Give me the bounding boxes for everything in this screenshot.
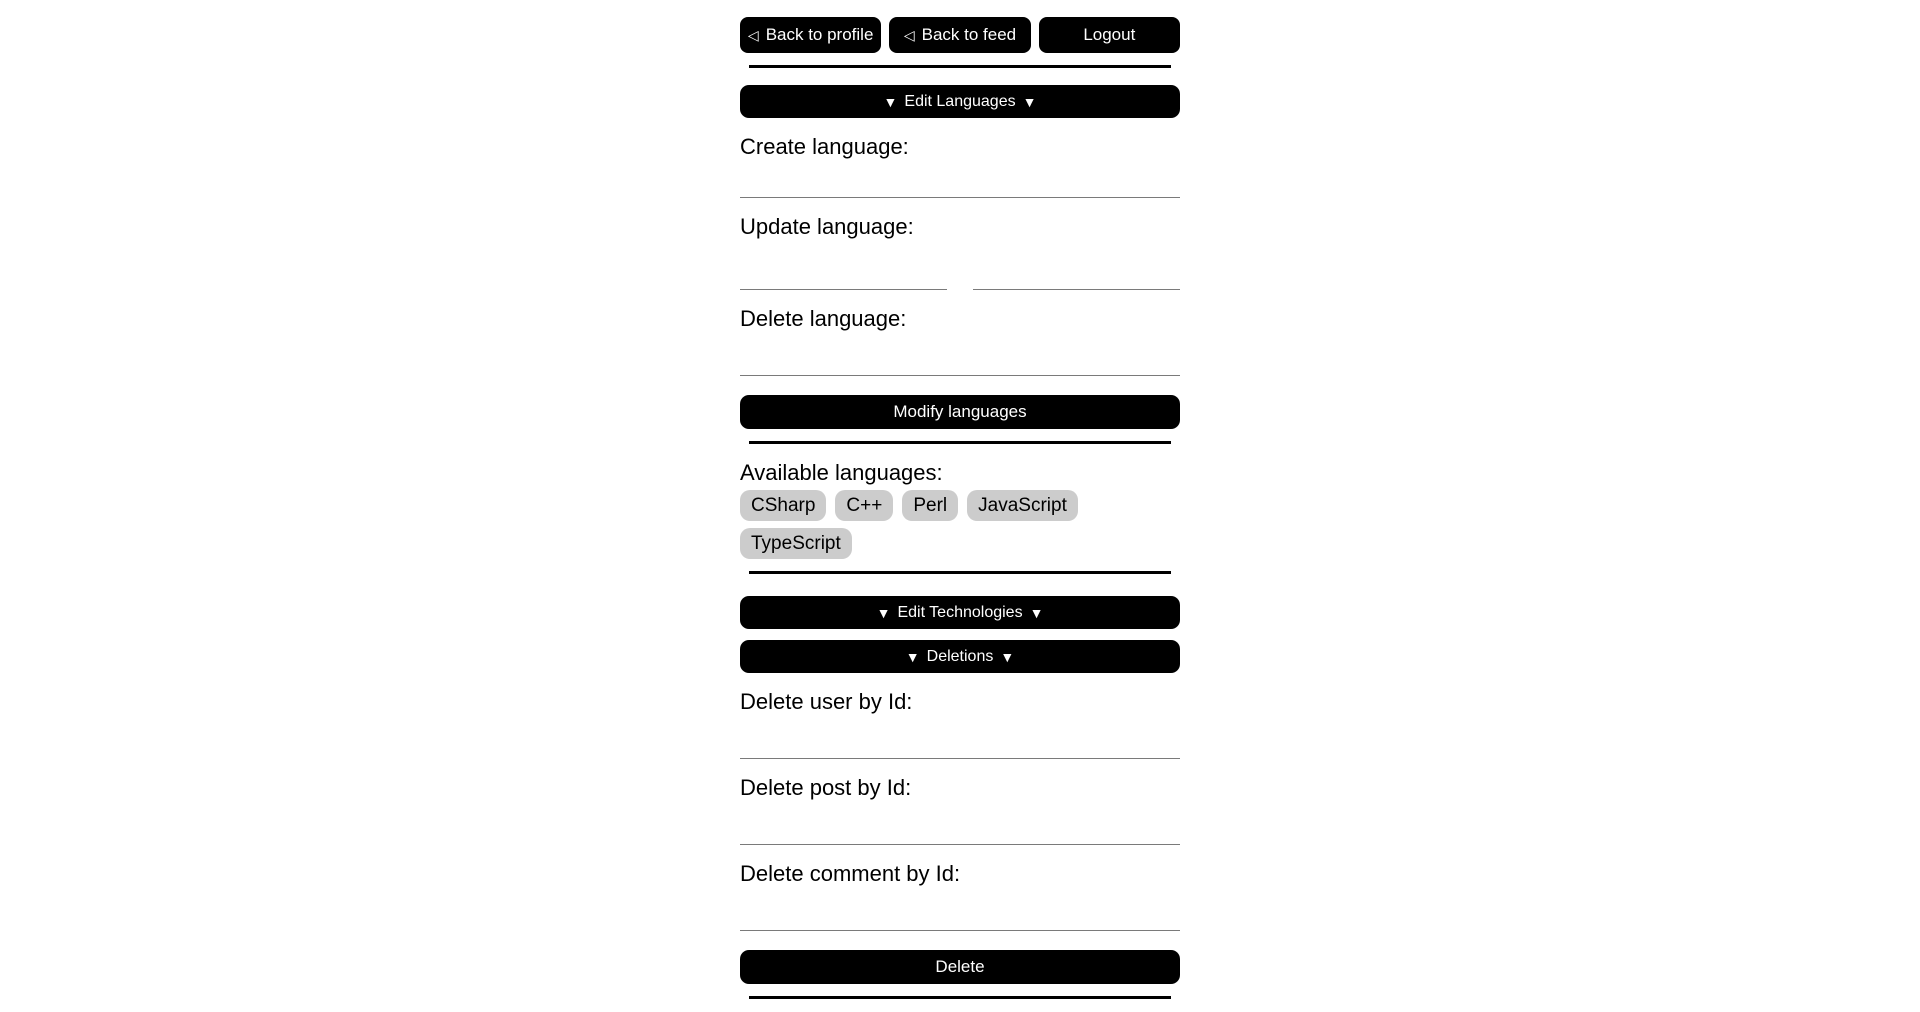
section-divider [749,441,1171,444]
modify-languages-label: Modify languages [893,402,1027,421]
down-triangle-icon: ▼ [883,93,898,110]
language-chip-perl[interactable]: Perl [902,490,958,521]
logout-label: Logout [1083,25,1136,44]
edit-technologies-toggle[interactable] [740,596,1180,629]
delete-comment-label: Delete comment by Id: [740,861,961,886]
delete-language-input[interactable] [740,332,1180,376]
update-language-old-input[interactable] [740,240,947,290]
down-triangle-icon: ▼ [1000,648,1015,665]
deletions-toggle-label: Deletions [926,647,994,665]
delete-post-id-input[interactable] [740,801,1180,845]
available-languages-label: Available languages: [740,460,943,485]
admin-panel [740,0,1180,999]
modify-languages-button[interactable] [740,395,1180,429]
language-chip-cpp[interactable]: C++ [835,490,893,521]
back-to-feed-button[interactable] [889,17,1030,53]
language-chip-typescript[interactable]: TypeScript [740,528,852,559]
back-to-feed-label: Back to feed [921,25,1017,44]
delete-button[interactable] [740,950,1180,984]
down-triangle-icon: ▼ [1022,93,1037,110]
update-language-new-input[interactable] [973,240,1180,290]
delete-button-label: Delete [935,957,985,976]
available-languages-list [740,490,1180,559]
delete-language-label: Delete language: [740,306,907,331]
language-chip-javascript[interactable]: JavaScript [967,490,1078,521]
update-language-label: Update language: [740,214,914,239]
back-arrow-icon: ◁ [903,27,915,43]
create-language-input[interactable] [740,160,1180,198]
language-chip-csharp[interactable]: CSharp [740,490,826,521]
delete-user-label: Delete user by Id: [740,689,913,714]
edit-languages-toggle[interactable] [740,85,1180,118]
top-nav-row [740,17,1180,53]
down-triangle-icon: ▼ [876,604,891,621]
delete-post-label: Delete post by Id: [740,775,912,800]
edit-languages-toggle-label: Edit Languages [904,92,1016,110]
section-divider [749,571,1171,574]
deletions-toggle[interactable] [740,640,1180,673]
section-divider [749,996,1171,999]
edit-technologies-toggle-label: Edit Technologies [897,603,1023,621]
create-language-label: Create language: [740,134,909,159]
down-triangle-icon: ▼ [905,648,920,665]
section-divider [749,65,1171,68]
delete-user-id-input[interactable] [740,715,1180,759]
update-language-row [740,240,1180,290]
back-to-profile-button[interactable] [740,17,881,53]
back-arrow-icon: ◁ [747,27,759,43]
down-triangle-icon: ▼ [1029,604,1044,621]
back-to-profile-label: Back to profile [765,25,874,44]
logout-button[interactable] [1039,17,1180,53]
delete-comment-id-input[interactable] [740,887,1180,931]
